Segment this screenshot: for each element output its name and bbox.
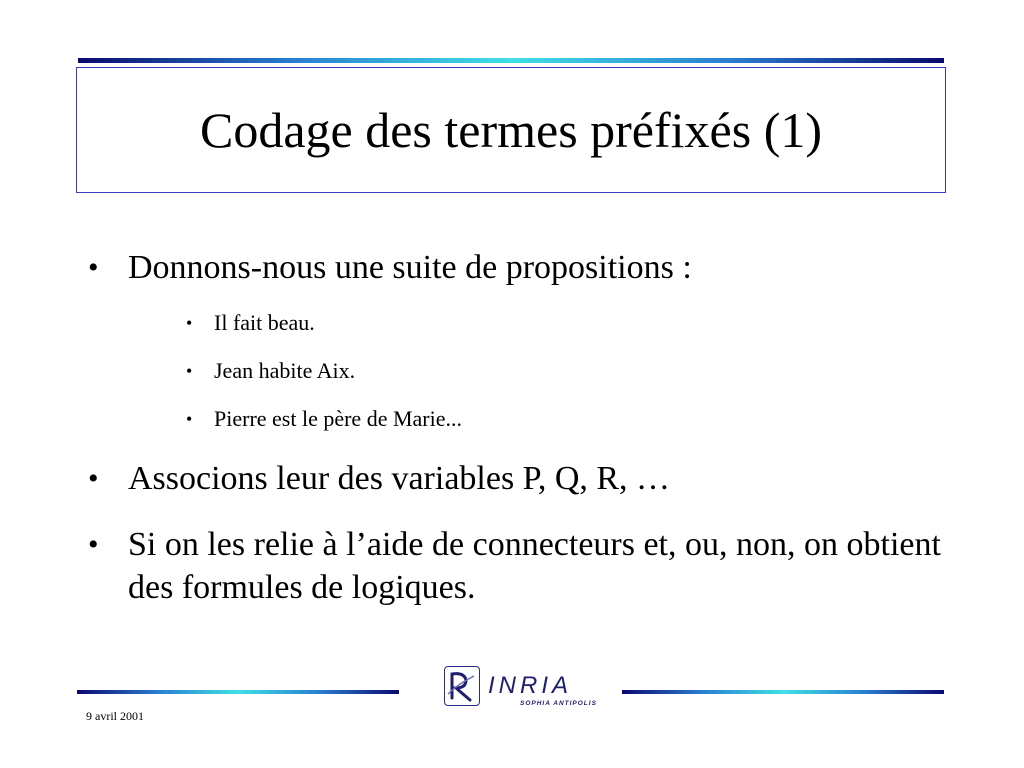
footer-rule-right: [622, 690, 944, 694]
bullet-dot: •: [88, 528, 99, 561]
slide-title: Codage des termes préfixés (1): [200, 102, 822, 158]
bullet-text: Si on les relie à l’aide de connecteurs et, ou, non, on obtient des formules de logiques.: [128, 526, 941, 606]
footer-rule-left: [77, 690, 399, 694]
sub-bullet-dot: •: [186, 361, 193, 381]
footer-date: 9 avril 2001: [86, 709, 144, 723]
sub-bullet-text: Il fait beau.: [214, 310, 315, 335]
inria-logo-icon: [444, 666, 480, 706]
logo-subtitle: SOPHIA ANTIPOLIS: [520, 700, 597, 707]
bullet-dot: •: [88, 251, 99, 284]
bullet-dot: •: [88, 462, 99, 495]
bullet-text: Donnons-nous une suite de propositions :: [128, 249, 692, 286]
sub-bullet-text: Pierre est le père de Marie...: [214, 406, 462, 431]
sub-bullet-text: Jean habite Aix.: [214, 358, 356, 383]
sub-bullet-dot: •: [186, 313, 193, 333]
inria-logo: [444, 664, 600, 712]
sub-bullet-dot: •: [186, 409, 193, 429]
bullet-text: Associons leur des variables P, Q, R, …: [128, 460, 671, 497]
logo-wordmark: INRIA: [488, 672, 573, 699]
